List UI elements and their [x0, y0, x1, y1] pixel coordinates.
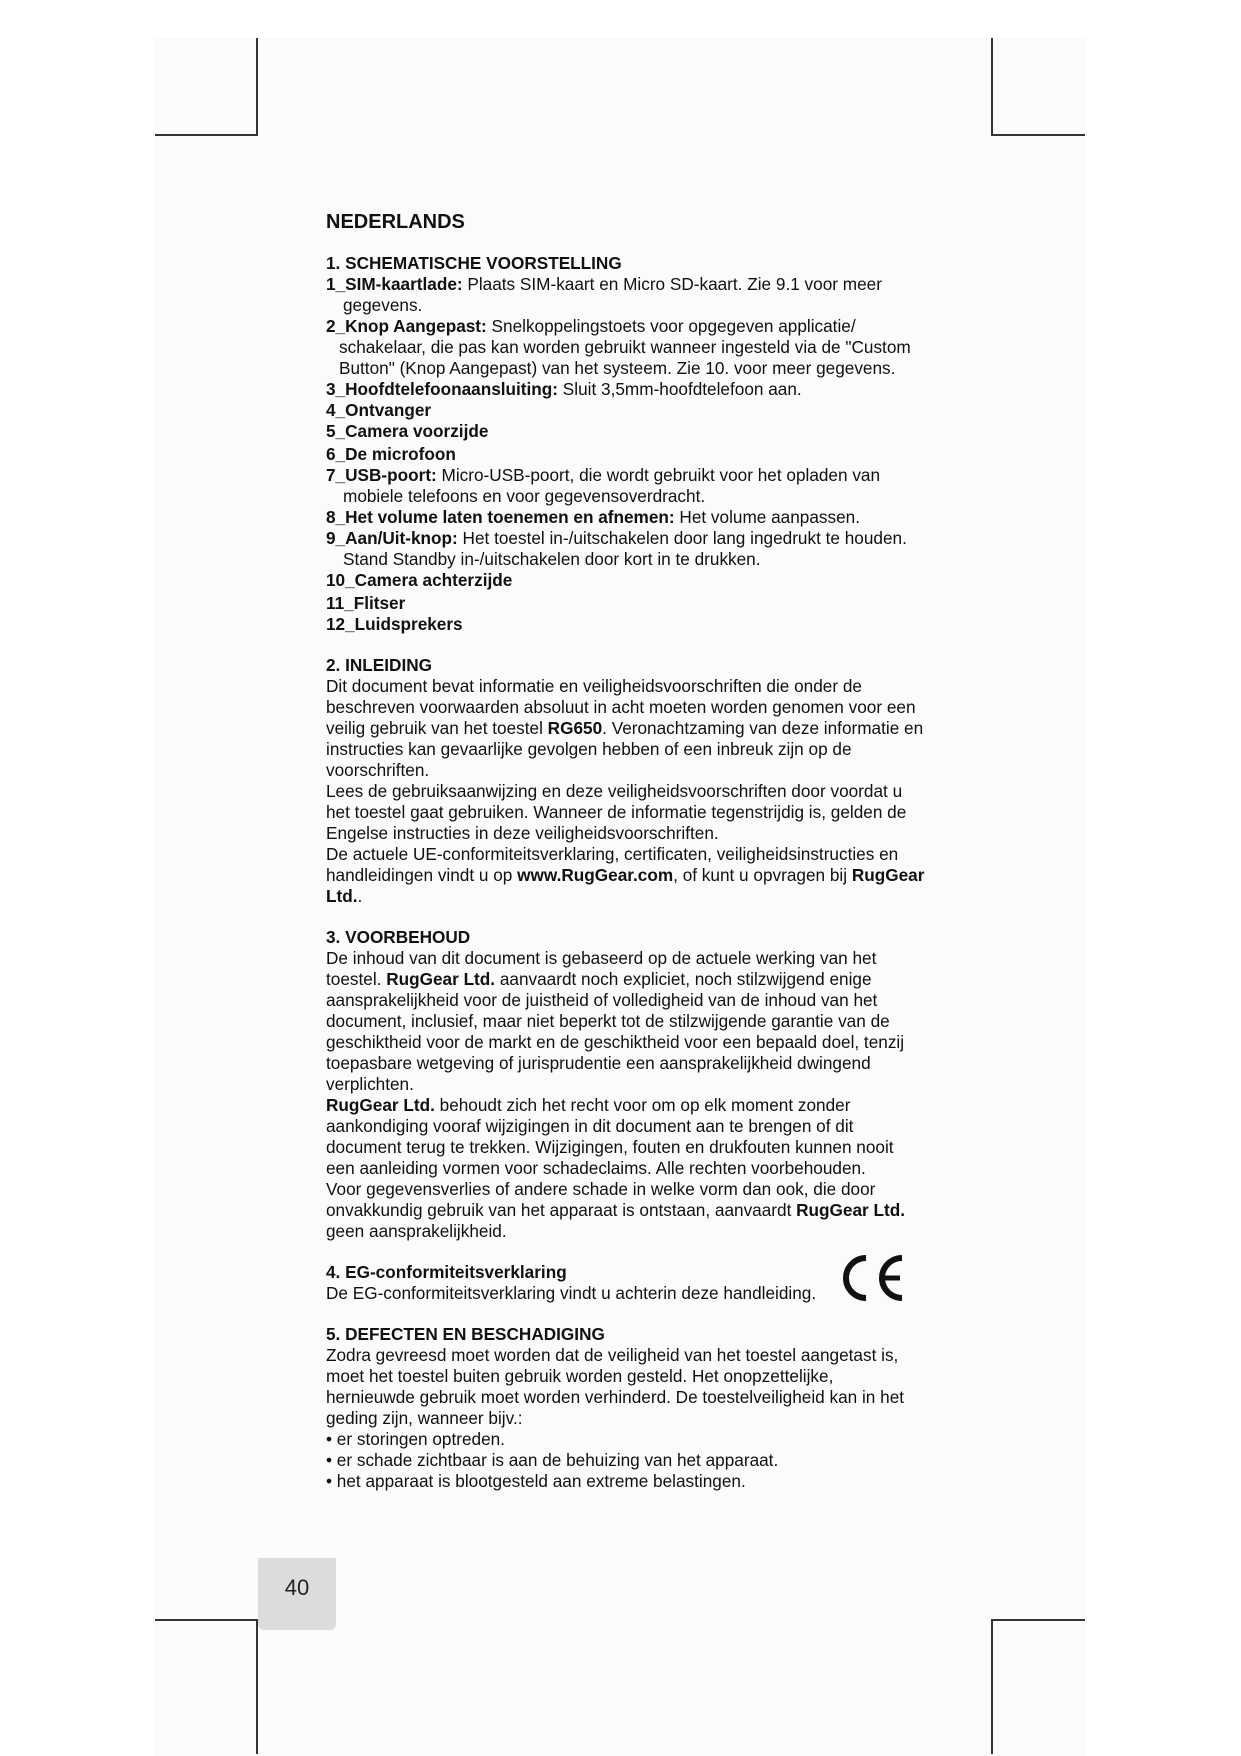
- crop-mark: [256, 38, 258, 136]
- paragraph: [326, 1095, 926, 1179]
- text: De inhoud van dit document is gebaseerd op de actuele werking van het toestel.: [326, 948, 877, 989]
- paragraph: Zodra gevreesd moet worden dat de veiligheid van het toestel aangetast is, moet het toestel buiten gebruik worden gesteld. Het onopzettelijke, hernieuwde gebruik moet worden verhinderd. De toestelveiligheid kan in het geding zijn, wanneer bijv.:: [326, 1345, 905, 1428]
- crop-mark: [991, 1619, 993, 1754]
- item-text: Plaats SIM-kaart en Micro SD-kaart. Zie 9.1 voor meer gegevens.: [343, 274, 882, 315]
- page-number: 40: [258, 1558, 336, 1630]
- page-content: [326, 212, 926, 1492]
- list-item: [326, 614, 926, 635]
- company-name: RugGear Ltd.: [326, 1095, 435, 1115]
- list-item: [326, 316, 926, 379]
- section-2-title: 2. INLEIDING: [326, 655, 433, 675]
- list-item: [326, 593, 926, 614]
- item-text: Het toestel in-/uitschakelen door lang ingedrukt te houden. Stand Standby in-/uitschakelen door kort in te drukken.: [343, 528, 907, 569]
- bullet-item: • het apparaat is blootgesteld aan extreme belastingen.: [326, 1471, 746, 1491]
- item-label: 1_SIM-kaartlade:: [326, 274, 463, 294]
- list-item: [326, 379, 926, 400]
- list-item: [326, 465, 926, 507]
- text: Voor gegevensverlies of andere schade in welke vorm dan ook, die door onvakkundig gebruik van het apparaat is ontstaan, aanvaardt: [326, 1179, 876, 1220]
- text: geen aansprakelijkheid.: [326, 1221, 507, 1241]
- text: behoudt zich het recht voor om op elk moment zonder aankondiging vooraf wijzigingen in dit document aan te brengen of dit document terug te trekken. Wijzigingen, fouten en drukfouten kunnen nooit een aanleiding vormen voor schadeclaims. Alle rechten voorbehouden.: [326, 1095, 894, 1178]
- crop-mark: [155, 1619, 258, 1621]
- paragraph: [326, 844, 926, 907]
- crop-mark: [256, 1619, 258, 1754]
- crop-mark: [991, 134, 1085, 136]
- item-text: Het volume aanpassen.: [674, 507, 860, 527]
- section-3-title: 3. VOORBEHOUD: [326, 927, 471, 947]
- ce-section: [326, 1262, 926, 1304]
- item-label: 10_Camera achterzijde: [326, 570, 513, 590]
- item-label: 11_Flitser: [326, 593, 406, 613]
- item-text: Sluit 3,5mm-hoofdtelefoon aan.: [558, 379, 802, 399]
- section-4-title: 4. EG-conformiteitsverklaring: [326, 1262, 567, 1282]
- section-5-title: 5. DEFECTEN EN BESCHADIGING: [326, 1324, 605, 1344]
- language-heading: NEDERLANDS: [326, 211, 465, 233]
- company-name: RugGear Ltd.: [796, 1200, 905, 1220]
- item-text: Snelkoppelingstoets voor opgegeven applicatie/ schakelaar, die pas kan worden gebruikt wanneer ingesteld via de "Custom Button" (Knop Aangepast) van het systeem. Zie 10. voor meer gegevens.: [339, 316, 911, 378]
- list-item: [326, 528, 926, 570]
- item-label: 8_Het volume laten toenemen en afnemen:: [326, 507, 675, 527]
- company-name: RugGear Ltd.: [326, 865, 925, 906]
- text: De actuele UE-conformiteitsverklaring, certificaten, veiligheidsinstructies en handleidingen vindt u op: [326, 844, 899, 885]
- list-item: [326, 570, 926, 591]
- list-item: [326, 421, 926, 442]
- bullet-item: • er schade zichtbaar is aan de behuizing van het apparaat.: [326, 1450, 779, 1470]
- paragraph: [326, 948, 926, 1095]
- list-item: [326, 444, 926, 465]
- paragraph: De EG-conformiteitsverklaring vindt u achterin deze handleiding.: [326, 1283, 817, 1303]
- item-label: 4_Ontvanger: [326, 400, 432, 420]
- text: , of kunt u opvragen bij: [673, 865, 852, 885]
- paragraph: [326, 676, 926, 781]
- text: aanvaardt noch expliciet, noch stilzwijgend enige aansprakelijkheid voor de juistheid of volledigheid van de inhoud van het document, inclusief, maar niet beperkt tot de stilzwijgende garantie van de geschiktheid voor de markt en de geschiktheid voor een bepaald doel, tenzij toepasbare wetgeving of jurisprudentie een aansprakelijkheid dwingend verplichten.: [326, 969, 905, 1094]
- item-label: 9_Aan/Uit-knop:: [326, 528, 458, 548]
- ce-mark-icon: [836, 1252, 906, 1304]
- model-name: RG650: [547, 718, 603, 738]
- item-label: 6_De microfoon: [326, 444, 456, 464]
- item-label: 2_Knop Aangepast:: [326, 316, 487, 336]
- paragraph: [326, 1179, 926, 1242]
- list-item: [326, 507, 926, 528]
- list-item: [326, 274, 926, 316]
- crop-mark: [991, 1619, 1085, 1621]
- item-label: 5_Camera voorzijde: [326, 421, 489, 441]
- bullet-item: • er storingen optreden.: [326, 1429, 505, 1449]
- text: .: [357, 886, 363, 906]
- crop-mark: [991, 38, 993, 136]
- company-name: RugGear Ltd.: [386, 969, 496, 989]
- crop-mark: [155, 134, 258, 136]
- item-label: 7_USB-poort:: [326, 465, 437, 485]
- section-1-title: 1. SCHEMATISCHE VOORSTELLING: [326, 253, 622, 273]
- website-link[interactable]: www.RugGear.com: [517, 865, 674, 885]
- item-label: 3_Hoofdtelefoonaansluiting:: [326, 379, 559, 399]
- text: . Veronachtzaming van deze informatie en instructies kan gevaarlijke gevolgen hebben of een inbreuk zijn op de voorschriften.: [326, 718, 924, 780]
- item-text: Micro-USB-poort, die wordt gebruikt voor het opladen van mobiele telefoons en voor gegevensoverdracht.: [343, 465, 881, 506]
- list-item: [326, 400, 926, 421]
- paragraph: Lees de gebruiksaanwijzing en deze veiligheidsvoorschriften door voordat u het toestel gaat gebruiken. Wanneer de informatie tegenstrijdig is, gelden de Engelse instructies in deze veiligheidsvoorschriften.: [326, 781, 907, 843]
- item-label: 12_Luidsprekers: [326, 614, 463, 634]
- text: Dit document bevat informatie en veiligheidsvoorschriften die onder de beschreven voorwaarden absoluut in acht moeten worden genomen voor een veilig gebruik van het toestel: [326, 676, 916, 738]
